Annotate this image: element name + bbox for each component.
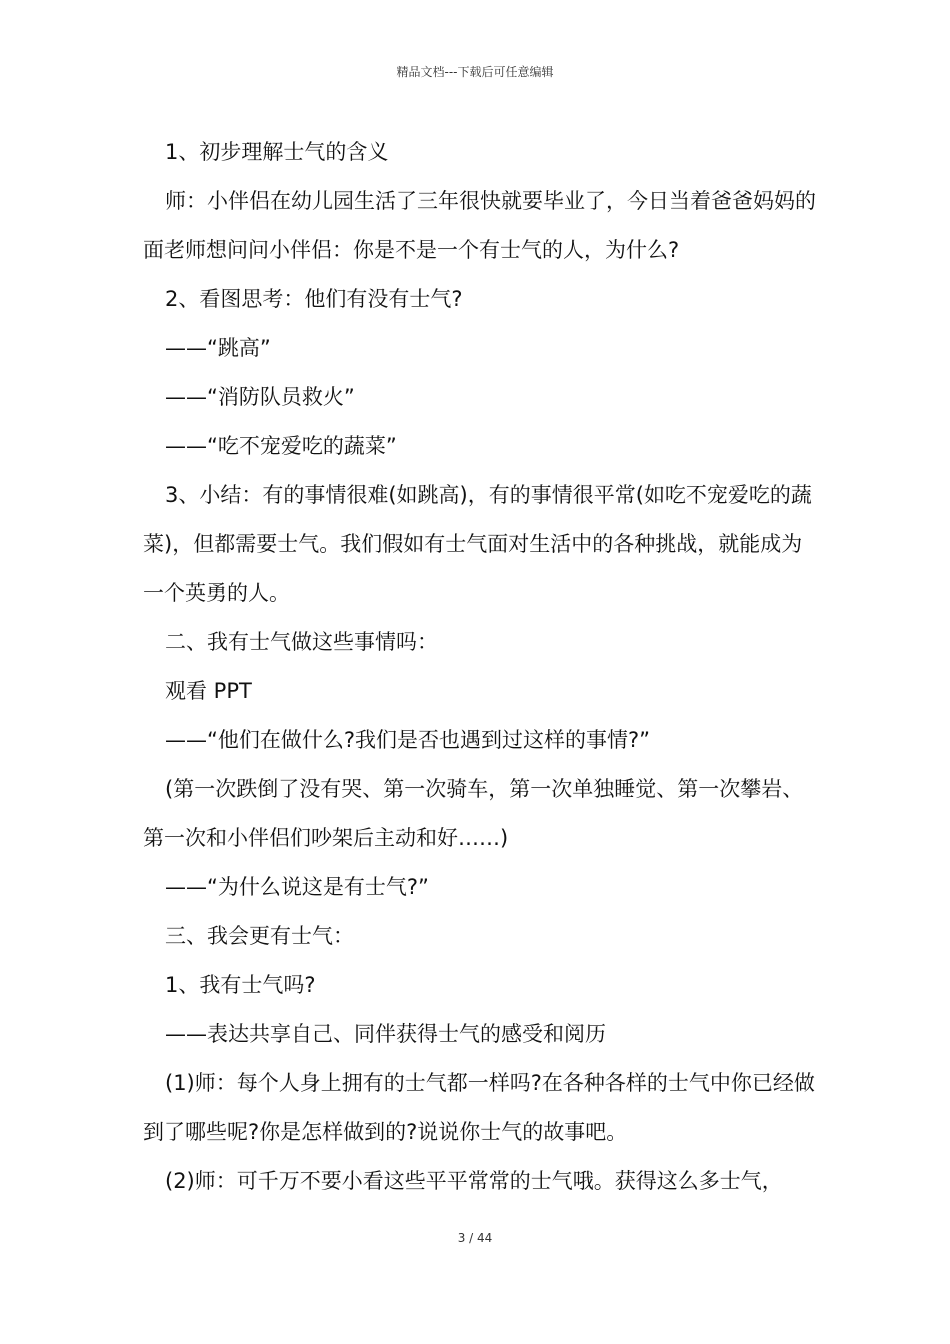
- paragraph: (1)师：每个人身上拥有的士气都一样吗?在各种各样的士气中你已经做到了哪些呢?你是怎样做到的?说说你士气的故事吧。: [143, 1071, 815, 1144]
- paragraph: ——“吃不宠爱吃的蔬菜”: [165, 434, 397, 458]
- paragraph: 二、我有士气做这些事情吗：: [165, 630, 438, 654]
- paragraph: 三、我会更有士气：: [165, 924, 354, 948]
- page-header: 精品文档---下载后可任意编辑: [396, 65, 554, 79]
- paragraph: 1、我有士气吗?: [165, 973, 316, 997]
- paragraph: (2)师：可千万不要小看这些平平常常的士气哦。获得这么多士气，: [165, 1169, 783, 1193]
- paragraph: 观看 PPT: [165, 679, 252, 703]
- paragraph: 师：小伴侣在幼儿园生活了三年很快就要毕业了，今日当着爸爸妈妈的面老师想问问小伴侣：你是不是一个有士气的人，为什么?: [143, 189, 816, 262]
- paragraph: ——“他们在做什么?我们是否也遇到过这样的事情?”: [165, 728, 651, 752]
- paragraph: ——“为什么说这是有士气?”: [165, 875, 429, 899]
- paragraph: ——“消防队员救火”: [165, 385, 355, 409]
- paragraph: 2、看图思考：他们有没有士气?: [165, 287, 463, 311]
- paragraph: 3、小结：有的事情很难(如跳高)，有的事情很平常(如吃不宠爱吃的蔬菜)，但都需要士气。我们假如有士气面对生活中的各种挑战，就能成为一个英勇的人。: [143, 483, 812, 605]
- paragraph: ——表达共享自己、同伴获得士气的感受和阅历: [165, 1022, 606, 1046]
- document-body: [143, 128, 823, 1206]
- paragraph: 1、初步理解士气的含义: [165, 140, 389, 164]
- paragraph: ——“跳高”: [165, 336, 271, 360]
- page-number: 3 / 44: [457, 1231, 493, 1245]
- paragraph: (第一次跌倒了没有哭、第一次骑车，第一次单独睡觉、第一次攀岩、第一次和小伴侣们吵架后主动和好……): [143, 777, 804, 850]
